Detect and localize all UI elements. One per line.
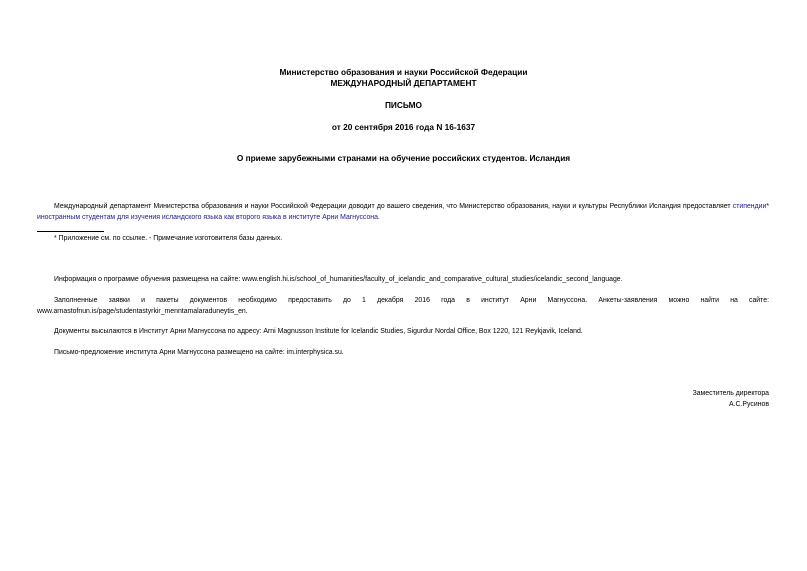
paragraph-1 bbox=[37, 202, 769, 223]
paragraph-5: Письмо-предложение института Арни Магнуссона размещено на сайте: im.interphysica.su. bbox=[54, 349, 344, 356]
signature-name: А.С.Русинов bbox=[729, 401, 769, 408]
signature-position: Заместитель директора bbox=[692, 390, 769, 397]
ministry-title: Министерство образования и науки Российской Федерации bbox=[279, 67, 528, 77]
students-link[interactable]: иностранным студентам для изучения исландского языка как второго языка в институте Арни Магнуссона. bbox=[37, 213, 380, 221]
footnote-marker: * bbox=[766, 203, 769, 210]
document-type: ПИСЬМО bbox=[384, 100, 423, 110]
document-date-number: от 20 сентября 2016 года N 16-1637 bbox=[331, 122, 476, 132]
paragraph-1-text: Международный департамент Министерства образования и науки Российской Федерации доводит до вашего сведения, что Министерство образования, науки и культуры Республики Исландия предоставляет bbox=[54, 203, 733, 210]
paragraph-3: Заполненные заявки и пакеты документов необходимо предоставить до 1 декабря 2016 года в институт Арни Магнуссона. Анкеты-заявления можно найти на сайте: www.arnastofnun.is/page/studentastyrkir_menntamalaraduneytis_en. bbox=[37, 297, 769, 315]
paragraph-2: Информация о программе обучения размещена на сайте: www.english.hi.is/school_of_humanities/faculty_of_icelandic_and_comparative_cultural_studies/icelandic_second_language. bbox=[54, 276, 623, 283]
scholarship-link[interactable]: стипендии bbox=[732, 203, 767, 210]
footnote-divider bbox=[37, 231, 104, 232]
department-title: МЕЖДУНАРОДНЫЙ ДЕПАРТАМЕНТ bbox=[330, 78, 477, 88]
paragraph-4: Документы высылаются в Институт Арни Магнуссона по адресу: Arni Magnusson Institute for Icelandic Studies, Sigurdur Nordal Office, Box 1220, 121 Reykjavik, Iceland. bbox=[54, 328, 583, 335]
document-subject: О приеме зарубежными странами на обучение российских студентов. Исландия bbox=[236, 153, 571, 163]
footnote: * Приложение см. по ссылке. - Примечание изготовителя базы данных. bbox=[54, 235, 283, 242]
